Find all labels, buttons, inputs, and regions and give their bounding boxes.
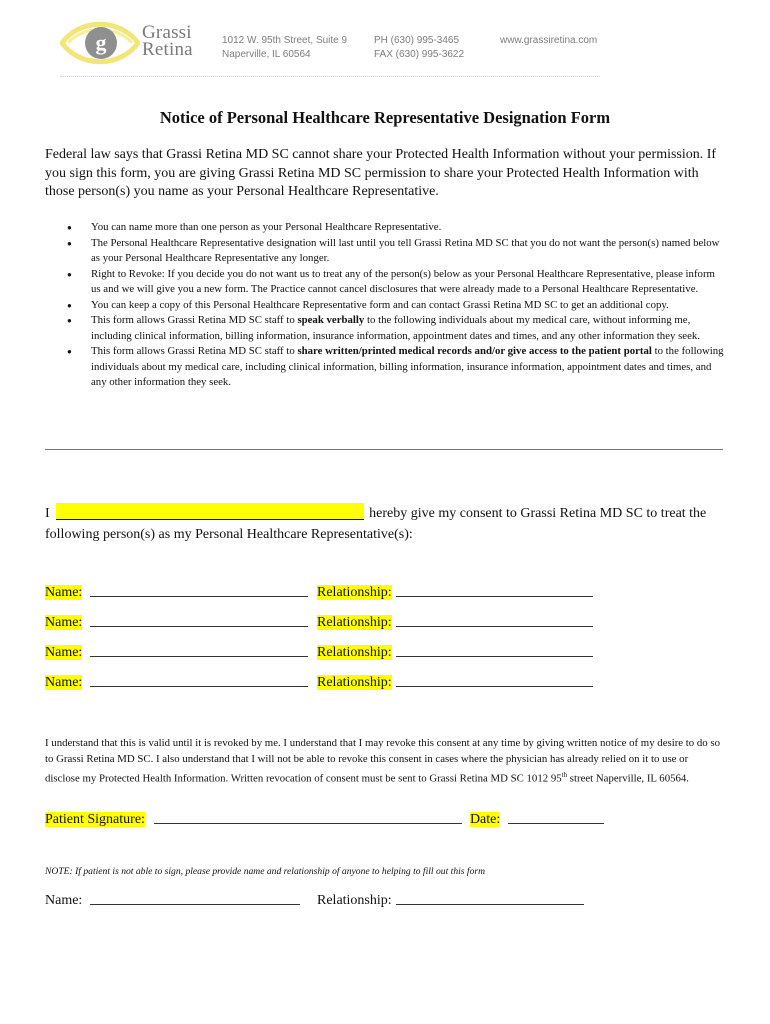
- representative-name-field[interactable]: [90, 583, 308, 597]
- name-label: Name:: [45, 615, 83, 630]
- representative-row: [45, 583, 392, 603]
- eye-swirl-g-logo: [60, 12, 140, 74]
- name-label: Name:: [45, 645, 83, 660]
- relationship-label: Relationship:: [317, 585, 392, 600]
- svg-text:g: g: [95, 30, 107, 55]
- patient-signature-label: Patient Signature:: [45, 812, 145, 827]
- bullet-item: ● You can name more than one person as your Personal Healthcare Representative.: [45, 220, 725, 236]
- intro-paragraph: Federal law says that Grassi Retina MD SC cannot share your Protected Health Information without your permission. If you sign this form, you are giving Grassi Retina MD SC permission to share your Protected Health Information with those person(s) you name as your Personal Healthcare Representative.: [45, 147, 717, 199]
- representative-row: [45, 613, 392, 633]
- bullet-item: ● You can keep a copy of this Personal Healthcare Representative form and can contact Grassi Retina MD SC to get an additional copy.: [45, 298, 725, 314]
- bullet-item: ● This form allows Grassi Retina MD SC staff to share written/printed medical records and/or give access to the patient portal to the following individuals about my medical care, including clinical information, billing information, insurance information, appointment dates and times, and any other information they seek.: [45, 344, 725, 391]
- representative-name-field[interactable]: [90, 613, 308, 627]
- relationship-label: Relationship:: [317, 645, 392, 660]
- name-label: Name:: [45, 675, 83, 690]
- brand-name: Grassi Retina: [142, 22, 193, 60]
- patient-name-field[interactable]: [56, 503, 364, 520]
- relationship-label: Relationship:: [317, 675, 392, 690]
- representative-relationship-field[interactable]: [396, 643, 593, 657]
- name-label: Name:: [45, 585, 83, 600]
- helper-note: NOTE: If patient is not able to sign, please provide name and relationship of anyone to helping to fill out this form: [45, 866, 486, 877]
- revocation-paragraph: I understand that this is valid until it is revoked by me. I understand that I may revoke this consent at any time by giving written notice of my desire to do so to Grassi Retina MD SC. I also understand that I will not be able to revoke this consent in cases where the physician has already relied on it to use or disclose my Protected Health Information. Written revocation of consent must be sent to Grassi Retina MD SC 1012 95th street Naperville, IL 60564.: [45, 737, 720, 785]
- patient-signature-field[interactable]: [154, 810, 462, 824]
- letterhead-divider: [60, 76, 600, 77]
- helper-relationship-field[interactable]: [396, 891, 584, 905]
- date-field[interactable]: [508, 810, 604, 824]
- consent-statement: I hereby give my consent to Grassi Retina MD SC to treat the following person(s) as my Personal Healthcare Representative(s):: [45, 503, 725, 545]
- representative-relationship-field[interactable]: [396, 673, 593, 687]
- letterhead: [60, 8, 630, 82]
- practice-address: 1012 W. 95th Street, Suite 9 Naperville, IL 60564: [222, 35, 348, 60]
- signature-row: [45, 810, 604, 830]
- form-title: Notice of Personal Healthcare Representative Designation Form: [159, 108, 611, 127]
- representative-name-field[interactable]: [90, 673, 308, 687]
- representative-relationship-field[interactable]: [396, 613, 593, 627]
- section-divider: [45, 449, 723, 450]
- date-label: Date:: [469, 812, 501, 827]
- practice-phone-fax: PH (630) 995-3465 FAX (630) 995-3622: [374, 35, 465, 60]
- bullet-item: ● This form allows Grassi Retina MD SC staff to speak verbally to the following individuals about my medical care, without informing me, including clinical information, billing information, insurance information, appointment dates and times, and any other information they seek.: [45, 313, 725, 344]
- relationship-label: Relationship:: [317, 615, 392, 630]
- representative-relationship-field[interactable]: [396, 583, 593, 597]
- representative-name-field[interactable]: [90, 643, 308, 657]
- helper-row: [45, 891, 392, 911]
- helper-relationship-label: Relationship:: [317, 893, 392, 908]
- bullet-item: ● Right to Revoke: If you decide you do not want us to treat any of the person(s) below as your Personal Healthcare Representative, please inform us and we will give you a new form. The Practice cannot cancel disclosures that were already made to a Personal Healthcare Representative.: [45, 267, 725, 298]
- practice-website: www.grassiretina.com: [500, 35, 598, 46]
- representative-row: [45, 673, 392, 693]
- bullet-item: ● The Personal Healthcare Representative designation will last until you tell Grassi Retina MD SC that you do not want the person(s) named below as your Personal Healthcare Representative any longer.: [45, 236, 725, 267]
- helper-name-field[interactable]: [90, 891, 300, 905]
- representative-row: [45, 643, 392, 663]
- info-bullet-list: [45, 220, 725, 391]
- helper-name-label: Name:: [45, 893, 83, 908]
